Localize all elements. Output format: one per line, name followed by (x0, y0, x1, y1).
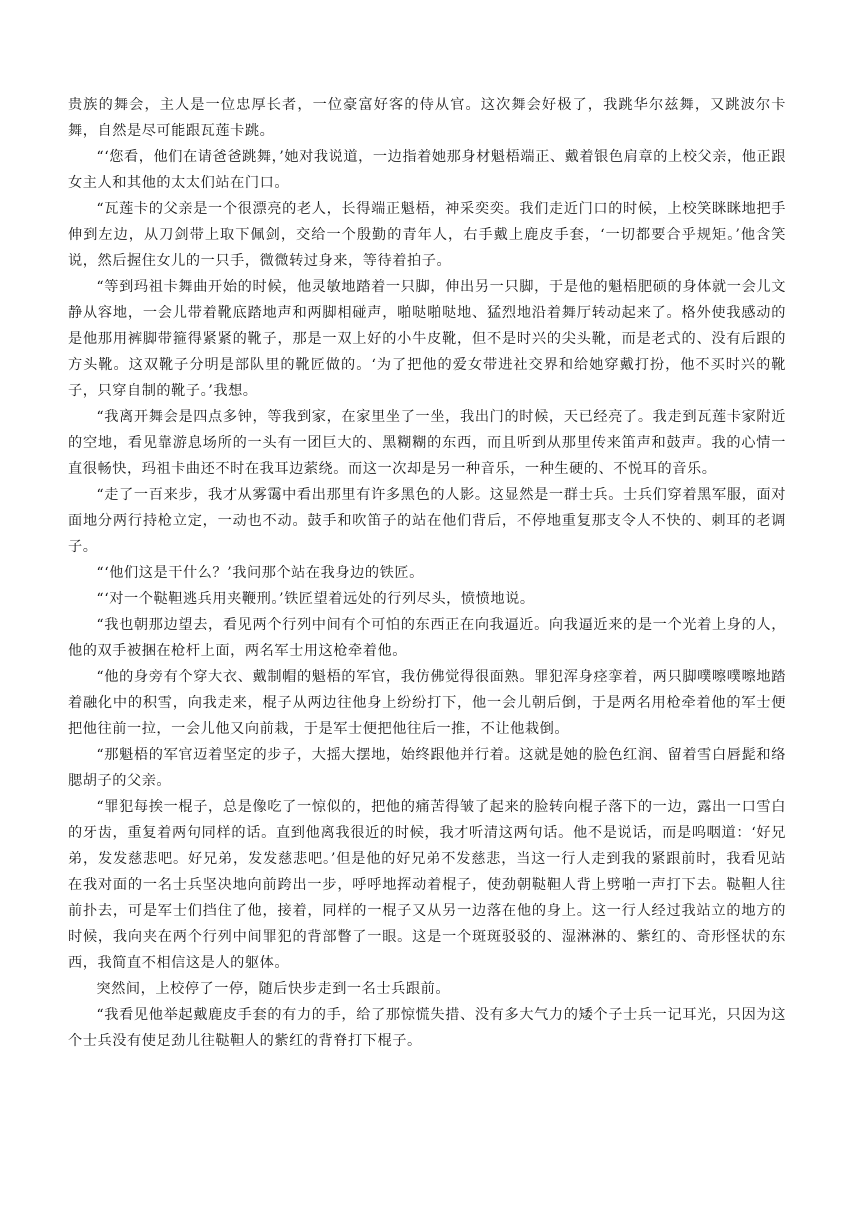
paragraph: “‘对一个鞑靼逃兵用夹鞭刑。’铁匠望着远处的行列尽头，愤愤地说。 (96, 591, 535, 607)
paragraph: “‘他们这是干什么？’我问那个站在我身边的铁匠。 (96, 565, 424, 581)
paragraph: “我离开舞会是四点多钟，等我到家，在家里坐了一坐，我出门的时候，天已经亮了。我走到瓦莲卡家附近的空地，看见靠游息场所的一头有一团巨大的、黑糊糊的东西，而且听到从那里传来笛声和鼓声。我的心情一直很畅快，玛祖卡曲还不时在我耳边萦绕。而这一次却是另一种音乐，一种生硬的、不悦耳的音乐。 (68, 409, 786, 477)
paragraph: “等到玛祖卡舞曲开始的时候，他灵敏地踏着一只脚，伸出另一只脚，于是他的魁梧肥硕的身体就一会儿文静从容地，一会儿带着靴底踏地声和两脚相碰声，啪哒啪哒地、猛烈地沿着舞厅转动起来了。格外使我感动的是他那用裤脚带箍得紧紧的靴子，那是一双上好的小牛皮靴，但不是时兴的尖头靴，而是老式的、没有后跟的方头靴。这双靴子分明是部队里的靴匠做的。‘为了把他的爱女带进社交界和给她穿戴打扮，他不买时兴的靴子，只穿自制的靴子。’我想。 (68, 279, 786, 399)
paragraph: “罪犯每挨一棍子，总是像吃了一惊似的，把他的痛苦得皱了起来的脸转向棍子落下的一边，露出一口雪白的牙齿，重复着两句同样的话。直到他离我很近的时候，我才听清这两句话。他不是说话，而是呜咽道：‘好兄弟，发发慈悲吧。好兄弟，发发慈悲吧。’但是他的好兄弟不发慈悲，当这一行人走到我的紧跟前时，我看见站在我对面的一名士兵坚决地向前跨出一步，呼呼地挥动着棍子，使劲朝鞑靼人背上劈啪一声打下去。鞑靼人往前扑去，可是军士们挡住了他，接着，同样的一棍子又从另一边落在他的身上。这一行人经过我站立的地方的时候，我向夹在两个行列中间罪犯的背部瞥了一眼。这是一个斑斑驳驳的、湿淋淋的、紫红的、奇形怪状的东西，我简直不相信这是人的躯体。 (68, 799, 786, 971)
paragraph: “那魁梧的军官迈着坚定的步子，大摇大摆地，始终跟他并行着。这就是她的脸色红润、留着雪白唇髭和络腮胡子的父亲。 (68, 747, 786, 789)
paragraph: 突然间，上校停了一停，随后快步走到一名士兵跟前。 (96, 981, 451, 997)
paragraph: “走了一百来步，我才从雾霭中看出那里有许多黑色的人影。这显然是一群士兵。士兵们穿着黑军服，面对面地分两行持枪立定，一动也不动。鼓手和吹笛子的站在他们背后，不停地重复那支令人不快的、刺耳的老调子。 (68, 487, 786, 555)
paragraph: “瓦莲卡的父亲是一个很漂亮的老人，长得端正魁梧，神采奕奕。我们走近门口的时候，上校笑眯眯地把手伸到左边，从刀剑带上取下佩剑，交给一个殷勤的青年人，右手戴上鹿皮手套，‘一切都要合乎规矩。’他含笑说，然后握住女儿的一只手，微微转过身来，等待着拍子。 (68, 201, 786, 269)
paragraph: “我看见他举起戴鹿皮手套的有力的手，给了那惊慌失措、没有多大气力的矮个子士兵一记耳光，只因为这个士兵没有使足劲儿往鞑靼人的紫红的背脊打下棍子。 (68, 1007, 786, 1049)
paragraph: “我也朝那边望去，看见两个行列中间有个可怕的东西正在向我逼近。向我逼近来的是一个光着上身的人，他的双手被捆在枪杆上面，两名军士用这枪牵着他。 (68, 617, 786, 659)
paragraph: 贵族的舞会，主人是一位忠厚长者，一位豪富好客的侍从官。这次舞会好极了，我跳华尔兹舞，又跳波尔卡舞，自然是尽可能跟瓦莲卡跳。 (68, 97, 786, 139)
paragraph: “他的身旁有个穿大衣、戴制帽的魁梧的军官，我仿佛觉得很面熟。罪犯浑身痉挛着，两只脚噗嚓噗嚓地踏着融化中的积雪，向我走来，棍子从两边往他身上纷纷打下，他一会儿朝后倒，于是两名用枪牵着他的军士便把他往前一拉，一会儿他又向前栽，于是军士便把他往后一推，不让他栽倒。 (68, 669, 786, 737)
paragraph: “‘您看，他们在请爸爸跳舞，’她对我说道，一边指着她那身材魁梧端正、戴着银色肩章的上校父亲，他正跟女主人和其他的太太们站在门口。 (68, 149, 786, 191)
